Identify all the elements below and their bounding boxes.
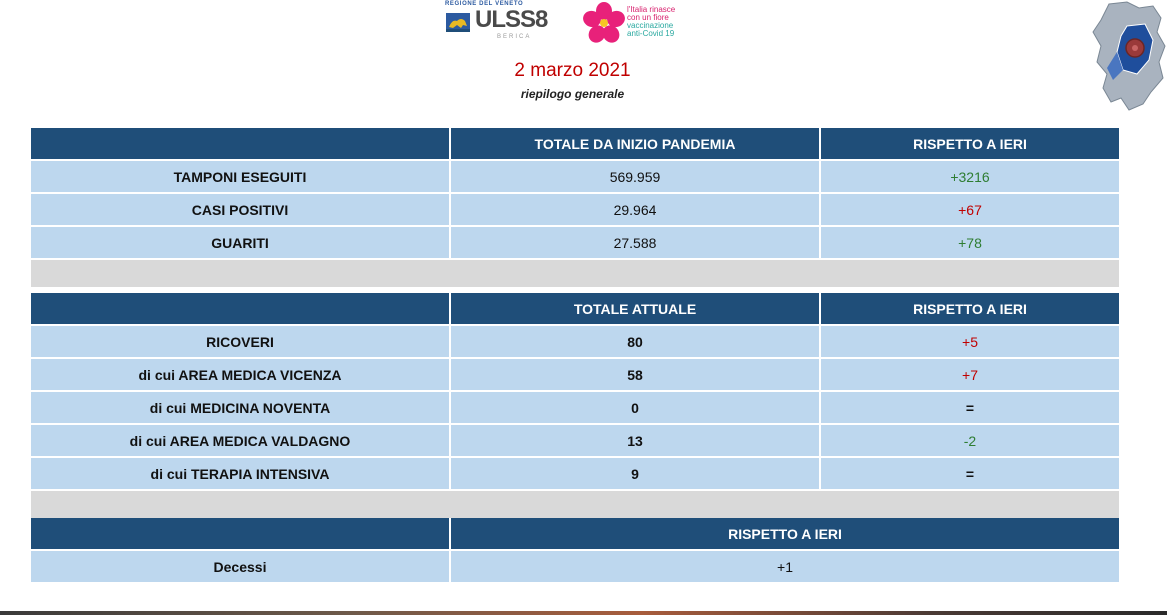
table-row	[31, 359, 1119, 392]
row-label: di cui AREA MEDICA VICENZA	[31, 359, 451, 392]
header-cell: RISPETTO A IERI	[821, 293, 1119, 326]
row-delta: +67	[821, 194, 1119, 227]
row-total: 9	[451, 458, 821, 491]
table-row	[31, 458, 1119, 491]
ulss-sub-text: BERICA	[497, 34, 532, 40]
row-label: GUARITI	[31, 227, 451, 260]
campaign-line: con un fiore	[627, 13, 669, 22]
header-cell	[31, 518, 451, 551]
table-row	[31, 326, 1119, 359]
row-label: TAMPONI ESEGUITI	[31, 161, 451, 194]
header-cell: TOTALE DA INIZIO PANDEMIA	[451, 128, 821, 161]
table-row	[31, 194, 1119, 227]
ulss-logo-text: ULSS8	[475, 6, 548, 33]
province-map-icon	[1087, 0, 1167, 112]
table-row	[31, 227, 1119, 260]
section-current-totals	[31, 293, 1119, 520]
table-row	[31, 392, 1119, 425]
section-pandemic-totals	[31, 128, 1119, 289]
campaign-text	[627, 6, 717, 38]
row-total: 58	[451, 359, 821, 392]
header-cell: TOTALE ATTUALE	[451, 293, 821, 326]
section-spacer	[31, 491, 1119, 520]
row-total: 27.588	[451, 227, 821, 260]
row-label: di cui TERAPIA INTENSIVA	[31, 458, 451, 491]
header-cell: RISPETTO A IERI	[821, 128, 1119, 161]
row-delta: +7	[821, 359, 1119, 392]
report-date: 2 marzo 2021	[514, 60, 631, 81]
footer-bar	[0, 611, 1167, 615]
row-total: 569.959	[451, 161, 821, 194]
table-header-row	[31, 518, 1119, 551]
veneto-lion-logo-icon	[446, 13, 470, 32]
header-logos	[445, 0, 715, 50]
row-total: 0	[451, 392, 821, 425]
table-row	[31, 161, 1119, 194]
row-delta: -2	[821, 425, 1119, 458]
header-cell	[31, 128, 451, 161]
primula-flower-icon	[583, 2, 625, 44]
campaign-line: anti-Covid 19	[627, 29, 675, 38]
header-cell: RISPETTO A IERI	[451, 518, 1119, 551]
table-header-row	[31, 128, 1119, 161]
region-caption: REGIONE DEL VENETO	[445, 1, 524, 7]
row-total: 80	[451, 326, 821, 359]
row-delta: +78	[821, 227, 1119, 260]
campaign-line: l'Italia rinasce	[627, 5, 676, 14]
row-delta: +5	[821, 326, 1119, 359]
row-label: RICOVERI	[31, 326, 451, 359]
row-delta: +3216	[821, 161, 1119, 194]
row-total: 13	[451, 425, 821, 458]
row-delta: =	[821, 458, 1119, 491]
report-subtitle: riepilogo generale	[520, 87, 625, 101]
header-cell	[31, 293, 451, 326]
row-label: di cui AREA MEDICA VALDAGNO	[31, 425, 451, 458]
row-total: 29.964	[451, 194, 821, 227]
campaign-line: vaccinazione	[627, 21, 674, 30]
row-delta: +1	[451, 551, 1119, 584]
table-header-row	[31, 293, 1119, 326]
section-spacer	[31, 260, 1119, 289]
section-deaths	[31, 518, 1119, 584]
row-label: Decessi	[31, 551, 451, 584]
row-delta: =	[821, 392, 1119, 425]
row-label: CASI POSITIVI	[31, 194, 451, 227]
table-row	[31, 425, 1119, 458]
row-label: di cui MEDICINA NOVENTA	[31, 392, 451, 425]
table-row	[31, 551, 1119, 584]
